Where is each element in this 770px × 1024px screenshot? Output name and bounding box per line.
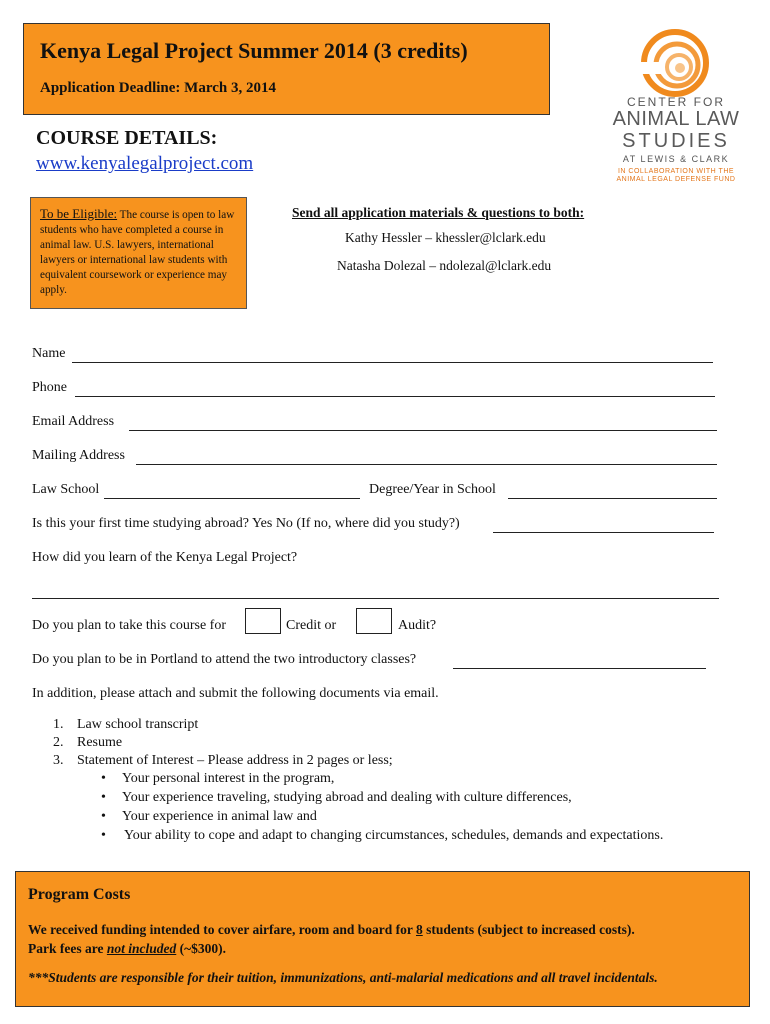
funding-text-cont: students (subject to increased costs). bbox=[422, 922, 635, 937]
program-costs-box bbox=[15, 871, 750, 1007]
spiral-logo-icon bbox=[640, 28, 710, 98]
list-item: Statement of Interest – Please address in 2 pages or less; bbox=[77, 753, 393, 768]
interest-point: Your experience traveling, studying abroad and dealing with culture differences, bbox=[122, 790, 572, 805]
audit-checkbox[interactable] bbox=[356, 608, 392, 634]
logo-line-studies: STUDIES bbox=[622, 130, 730, 152]
law-school-label: Law School bbox=[32, 482, 100, 497]
application-deadline: Application Deadline: March 3, 2014 bbox=[40, 80, 276, 96]
first-time-abroad-label: Is this your first time studying abroad? Yes No (If no, where did you study?) bbox=[32, 516, 460, 531]
funding-text: We received funding intended to cover airfare, room and board for bbox=[28, 922, 416, 937]
course-website-link[interactable]: www.kenyalegalproject.com bbox=[36, 153, 254, 174]
title-banner bbox=[23, 23, 550, 115]
list-item-number: 1. bbox=[53, 717, 64, 732]
funding-paragraph bbox=[28, 920, 743, 958]
contact-natasha-dolezal[interactable]: Natasha Dolezal – ndolezal@lclark.edu bbox=[337, 258, 552, 273]
page-title: Kenya Legal Project Summer 2014 (3 credits) bbox=[40, 38, 468, 63]
bullet-icon: • bbox=[101, 790, 106, 805]
center-animal-law-logo bbox=[596, 24, 756, 184]
bullet-icon: • bbox=[101, 771, 106, 786]
name-field[interactable] bbox=[72, 362, 713, 363]
credit-label: Credit or bbox=[286, 618, 337, 633]
audit-label: Audit? bbox=[398, 618, 437, 633]
email-field[interactable] bbox=[129, 430, 717, 431]
email-label: Email Address bbox=[32, 414, 115, 429]
funded-student-count: 8 bbox=[415, 922, 423, 937]
not-included-text: not included bbox=[106, 941, 177, 956]
portland-question-label: Do you plan to be in Portland to attend the two introductory classes? bbox=[32, 652, 417, 667]
list-item: Resume bbox=[77, 735, 123, 750]
logo-line-aldf: ANIMAL LEGAL DEFENSE FUND bbox=[616, 176, 736, 183]
eligibility-description: The course is open to law students who have completed a course in animal law. U.S. lawyers, international lawyers or international law students with equivalent coursework or experience may apply. bbox=[40, 209, 235, 296]
logo-line-collaboration: IN COLLABORATION WITH THE bbox=[617, 168, 735, 175]
phone-label: Phone bbox=[32, 380, 67, 395]
send-materials-heading: Send all application materials & questions to both: bbox=[292, 205, 585, 220]
mailing-address-field[interactable] bbox=[136, 464, 717, 465]
attach-instructions: In addition, please attach and submit the following documents via email. bbox=[32, 686, 439, 701]
phone-field[interactable] bbox=[75, 396, 715, 397]
course-details-heading: COURSE DETAILS: bbox=[36, 127, 218, 149]
study-abroad-location-field[interactable] bbox=[493, 532, 714, 533]
how-learned-field[interactable] bbox=[32, 598, 719, 599]
portland-answer-field[interactable] bbox=[453, 668, 706, 669]
mailing-address-label: Mailing Address bbox=[32, 448, 125, 463]
interest-point: Your experience in animal law and bbox=[122, 809, 317, 824]
law-school-field[interactable] bbox=[104, 498, 360, 499]
eligibility-label: To be Eligible: bbox=[40, 206, 118, 221]
logo-line-center-for: CENTER FOR bbox=[627, 95, 725, 109]
eligibility-text bbox=[40, 206, 240, 298]
list-item-number: 2. bbox=[53, 735, 64, 750]
list-item-number: 3. bbox=[53, 753, 64, 768]
bullet-icon: • bbox=[101, 828, 106, 843]
logo-line-animal-law: ANIMAL LAW bbox=[612, 108, 740, 130]
credit-checkbox[interactable] bbox=[245, 608, 281, 634]
course-plan-label: Do you plan to take this course for bbox=[32, 618, 227, 633]
list-item: Law school transcript bbox=[77, 717, 199, 732]
how-learned-label: How did you learn of the Kenya Legal Project? bbox=[32, 550, 298, 565]
bullet-icon: • bbox=[101, 809, 106, 824]
logo-line-lewis-clark: AT LEWIS & CLARK bbox=[622, 154, 730, 164]
degree-year-field[interactable] bbox=[508, 498, 717, 499]
interest-point: Your ability to cope and adapt to changing circumstances, schedules, demands and expectations. bbox=[124, 828, 664, 843]
degree-year-label: Degree/Year in School bbox=[369, 482, 496, 497]
name-label: Name bbox=[32, 346, 66, 361]
interest-point: Your personal interest in the program, bbox=[122, 771, 335, 786]
park-fees-text: Park fees are bbox=[28, 941, 107, 956]
park-fees-amount: (~$300). bbox=[176, 941, 227, 956]
program-costs-heading: Program Costs bbox=[28, 886, 131, 903]
contact-kathy-hessler[interactable]: Kathy Hessler – khessler@lclark.edu bbox=[345, 230, 546, 245]
eligibility-box bbox=[30, 197, 247, 309]
student-responsibility-note: ***Students are responsible for their tuition, immunizations, anti-malarial medications and all travel incidentals. bbox=[28, 970, 658, 985]
